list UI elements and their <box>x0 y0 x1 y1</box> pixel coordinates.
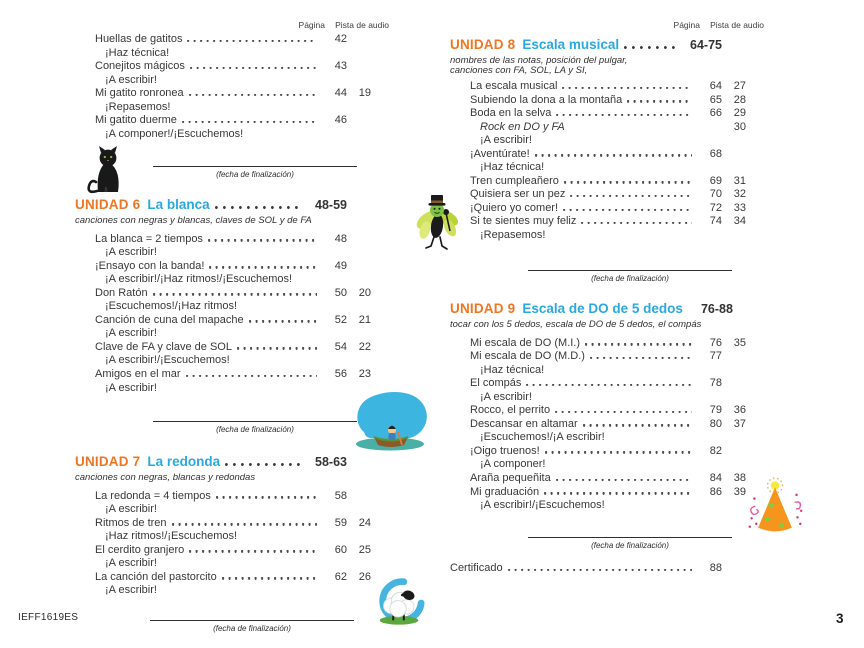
toc-entry-row <box>75 260 371 274</box>
entry-title: ¡A componer! <box>480 458 546 471</box>
entry-title: ¡A escribir! <box>105 503 157 516</box>
dot-leader <box>249 320 317 322</box>
entry-title: ¡Aventúrate! <box>470 147 530 160</box>
page-number: 65 <box>709 93 722 106</box>
dot-leader <box>215 206 302 209</box>
entry-title: ¡Oigo truenos! <box>470 444 540 457</box>
entry-title: Subiendo la dona a la montaña <box>470 93 623 106</box>
certificado-section <box>450 562 746 576</box>
entry-title: Quisiera ser un pez <box>470 188 566 201</box>
dot-leader <box>225 463 302 466</box>
audio-track-number: 20 <box>358 286 371 299</box>
entry-title: Rock en DO y FA <box>480 120 565 133</box>
entry-title: Clave de FA y clave de SOL <box>95 340 232 353</box>
toc-entry-row <box>75 517 371 531</box>
cat-illustration <box>84 146 128 196</box>
audio-track-number: 25 <box>358 543 371 556</box>
pagina-column-header: Página <box>298 20 325 30</box>
dot-leader <box>563 209 692 211</box>
entry-title: La blanca = 2 tiempos <box>95 232 203 245</box>
toc-activity-row <box>75 530 371 544</box>
dot-leader <box>187 40 317 42</box>
entry-title: Rocco, el perrito <box>470 404 551 417</box>
toc-entry-row <box>450 148 746 162</box>
audio-track-number: 28 <box>733 93 746 106</box>
dot-leader <box>556 479 692 481</box>
toc-activity-row <box>450 134 746 148</box>
audio-track-number: 31 <box>733 174 746 187</box>
entry-title: Amigos en el mar <box>95 367 181 380</box>
entry-title: El cerdito granjero <box>95 543 185 556</box>
dot-leader <box>208 239 317 241</box>
entry-title: Conejitos mágicos <box>95 60 185 73</box>
entry-title: Don Ratón <box>95 286 148 299</box>
page-number: 54 <box>334 340 347 353</box>
unit-title: La redonda <box>147 454 221 469</box>
dot-leader <box>237 347 317 349</box>
unit-9-heading <box>450 300 746 318</box>
entry-title: ¡A escribir! <box>105 584 157 597</box>
unit-page-range: 58-63 <box>315 455 347 469</box>
page-number: 48 <box>334 232 347 245</box>
completion-date-line: (fecha de finalización) <box>153 166 357 179</box>
entry-title: ¡Haz ritmos!/¡Escuchemos! <box>105 530 238 543</box>
dot-leader <box>186 375 317 377</box>
toc-entry-row <box>450 80 746 94</box>
entry-title: Mi graduación <box>470 485 540 498</box>
dot-leader <box>153 293 317 295</box>
dot-leader <box>182 121 317 123</box>
cricket-illustration <box>414 190 462 256</box>
audio-track-number: 39 <box>733 485 746 498</box>
audio-track-number: 23 <box>358 367 371 380</box>
dot-leader <box>222 577 317 579</box>
page-number: 62 <box>334 570 347 583</box>
entry-title: Descansar en altamar <box>470 417 578 430</box>
page-number: 52 <box>334 313 347 326</box>
dot-leader <box>590 357 692 359</box>
entry-title: Certificado <box>450 562 503 574</box>
entry-title: ¡A escribir! <box>105 381 157 394</box>
toc-activity-row <box>75 584 371 598</box>
page-number: 58 <box>334 489 347 502</box>
entry-title: ¡Escuchemos!/¡A escribir! <box>480 431 605 444</box>
audio-track-number: 29 <box>733 107 746 120</box>
toc-entry-row <box>75 571 371 585</box>
entry-title: Mi escala de DO (M.I.) <box>470 336 581 349</box>
toc-entry-row <box>450 404 746 418</box>
page-number: 49 <box>334 259 347 272</box>
catalog-code: IEFF1619ES <box>18 612 79 623</box>
entry-title: Huellas de gatitos <box>95 33 183 45</box>
dot-leader <box>570 195 692 197</box>
toc-entry-row <box>75 341 371 355</box>
audio-track-number: 22 <box>358 340 371 353</box>
unit-6-heading <box>75 196 371 214</box>
unit-6-section <box>75 196 371 395</box>
toc-entry-row <box>75 33 371 47</box>
dot-leader <box>555 411 692 413</box>
dot-leader <box>535 154 692 156</box>
entry-title: ¡A escribir! <box>105 327 157 340</box>
toc-activity-row <box>75 246 371 260</box>
entry-title: ¡Haz técnica! <box>105 46 170 59</box>
page-number: 60 <box>334 543 347 556</box>
page-number: 86 <box>709 485 722 498</box>
toc-activity-row <box>75 74 371 88</box>
entry-title: Ritmos de tren <box>95 516 167 529</box>
toc-entry-certificado <box>450 562 746 576</box>
entry-title: Boda en la selva <box>470 107 552 120</box>
toc-entry-row <box>75 233 371 247</box>
entry-title: ¡A componer!/¡Escuchemos! <box>105 127 244 140</box>
dot-leader <box>545 451 692 453</box>
left-column-header <box>75 20 389 32</box>
page-number: 59 <box>334 516 347 529</box>
toc-entry-row <box>450 202 746 216</box>
audio-track-number: 36 <box>733 404 746 417</box>
toc-entry-row <box>450 486 746 500</box>
entry-title: ¡Haz técnica! <box>480 161 545 174</box>
toc-entry-row <box>75 60 371 74</box>
audio-track-number: 27 <box>733 80 746 92</box>
party-hat-illustration <box>746 476 804 540</box>
audio-track-number: 30 <box>733 120 746 133</box>
entry-title: ¡Haz técnica! <box>480 363 545 376</box>
dot-leader <box>624 46 677 49</box>
page-number: 42 <box>334 33 347 45</box>
toc-activity-row <box>450 391 746 405</box>
entry-title: ¡A escribir! <box>105 73 157 86</box>
dot-leader <box>570 127 692 129</box>
entry-title: La redonda = 4 tiempos <box>95 489 211 502</box>
signature-rule <box>150 620 354 621</box>
unit-page-range: 64-75 <box>690 38 722 52</box>
page-number: 76 <box>709 336 722 349</box>
unit-7-heading <box>75 453 371 471</box>
page-number: 46 <box>334 114 347 127</box>
right-column-header <box>450 20 764 32</box>
entry-title: La canción del pastorcito <box>95 570 217 583</box>
unit-subtitle: canciones con negras y blancas, claves de SOL y de FA <box>75 215 312 226</box>
page-number: 50 <box>334 286 347 299</box>
dot-leader <box>526 384 692 386</box>
completion-date-line: (fecha de finalización) <box>528 537 732 550</box>
toc-entry-row <box>75 314 371 328</box>
page-number: 77 <box>709 350 722 363</box>
dot-leader <box>544 492 692 494</box>
pagina-column-header: Página <box>673 20 700 30</box>
audio-track-number: 32 <box>733 188 746 201</box>
page-number: 43 <box>334 60 347 73</box>
toc-entry-row <box>75 114 371 128</box>
page-number: 72 <box>709 201 722 214</box>
signature-rule <box>153 421 357 422</box>
toc-entry-row <box>75 544 371 558</box>
page-number: 88 <box>709 562 722 574</box>
toc-entry-row <box>450 472 746 486</box>
unit-7-section <box>75 453 371 598</box>
entry-title: ¡A escribir! <box>480 390 532 403</box>
unit-number: UNIDAD 6 <box>75 197 141 212</box>
dot-leader <box>189 550 317 552</box>
entry-title: ¡A escribir! <box>105 557 157 570</box>
audio-track-number: 24 <box>358 516 371 529</box>
unit-title: Escala de DO de 5 dedos <box>522 301 683 316</box>
dot-leader <box>216 496 317 498</box>
entry-title: La escala musical <box>470 80 558 92</box>
toc-entry-row <box>450 94 746 108</box>
toc-entry-row <box>75 87 371 101</box>
unit-subtitle: tocar con los 5 dedos, escala de DO de 5 dedos, el compás <box>450 319 702 330</box>
entry-title: ¡Escuchemos!/¡Haz ritmos! <box>105 300 238 313</box>
sheep-illustration <box>372 576 426 628</box>
unit-number: UNIDAD 9 <box>450 301 516 316</box>
dot-leader <box>190 67 317 69</box>
toc-entry-row <box>450 337 746 351</box>
toc-entry-row <box>75 368 371 382</box>
dot-leader <box>585 343 692 345</box>
page-number: 82 <box>709 444 722 457</box>
page-number: 44 <box>334 87 347 100</box>
page-number: 78 <box>709 377 722 390</box>
intro-entries-section <box>75 33 371 141</box>
dot-leader <box>172 523 317 525</box>
audio-track-number: 37 <box>733 417 746 430</box>
entry-title: Canción de cuna del mapache <box>95 313 244 326</box>
entry-title: ¡A escribir! <box>105 246 157 259</box>
entry-title: Mi escala de DO (M.D.) <box>470 350 585 363</box>
toc-entry-row <box>75 287 371 301</box>
toc-activity-row <box>75 273 371 287</box>
page-number: 79 <box>709 404 722 417</box>
dot-leader <box>581 222 692 224</box>
toc-entry-row <box>450 107 746 121</box>
dot-leader <box>189 94 317 96</box>
completion-date-line: (fecha de finalización) <box>528 270 732 283</box>
unit-title: Escala musical <box>522 37 620 52</box>
audio-track-number: 38 <box>733 471 746 484</box>
toc-activity-row <box>450 499 746 513</box>
entry-title: Araña pequeñita <box>470 471 551 484</box>
unit-subtitle: canciones con negras, blancas y redondas <box>75 472 256 483</box>
dot-leader <box>627 100 692 102</box>
unit-number: UNIDAD 7 <box>75 454 141 469</box>
dot-leader <box>583 424 692 426</box>
unit-number: UNIDAD 8 <box>450 37 516 52</box>
page-number: 74 <box>709 215 722 228</box>
audio-track-number: 21 <box>358 313 371 326</box>
toc-activity-row <box>75 101 371 115</box>
toc-entry-row <box>450 188 746 202</box>
entry-title: ¡A escribir!/¡Escuchemos! <box>480 499 605 512</box>
toc-entry-row <box>450 445 746 459</box>
toc-activity-row <box>75 300 371 314</box>
page-number: 84 <box>709 471 722 484</box>
toc-entry-row <box>450 175 746 189</box>
entry-title: ¡Ensayo con la banda! <box>95 259 205 272</box>
toc-activity-row <box>75 354 371 368</box>
entry-title: ¡Repasemos! <box>480 229 546 242</box>
folio-page-number: 3 <box>836 611 844 626</box>
entry-title: ¡A escribir! <box>480 134 532 147</box>
toc-activity-row <box>75 382 371 396</box>
audio-track-number: 26 <box>358 570 371 583</box>
audio-track-number: 19 <box>358 87 371 100</box>
toc-entry-row <box>450 418 746 432</box>
entry-title: Si te sientes muy feliz <box>470 215 577 228</box>
toc-entry-row <box>450 215 746 229</box>
pista-de-audio-column-header: Pista de audio <box>710 20 764 30</box>
entry-title: ¡Repasemos! <box>105 100 171 113</box>
toc-activity-row <box>450 364 746 378</box>
page-number: 68 <box>709 147 722 160</box>
page-number: 66 <box>709 107 722 120</box>
entry-title: El compás <box>470 377 522 390</box>
page-number: 64 <box>709 80 722 92</box>
entry-title: ¡A escribir!/¡Haz ritmos!/¡Escuchemos! <box>105 273 293 286</box>
toc-activity-row <box>75 557 371 571</box>
signature-rule <box>153 166 357 167</box>
page-number: 56 <box>334 367 347 380</box>
entry-title: ¡Quiero yo comer! <box>470 201 559 214</box>
whale-illustration <box>352 388 430 452</box>
signature-rule <box>528 270 732 271</box>
signature-rule <box>528 537 732 538</box>
unit-9-section <box>450 300 746 513</box>
dot-leader <box>564 181 692 183</box>
unit-page-range: 48-59 <box>315 198 347 212</box>
unit-title: La blanca <box>147 197 210 212</box>
unit-page-range: 76-88 <box>700 302 733 316</box>
audio-track-number: 33 <box>733 201 746 214</box>
unit-subtitle: canciones con FA, SOL, LA y SI, <box>450 65 588 76</box>
dot-leader <box>209 266 317 268</box>
completion-date-line: (fecha de finalización) <box>150 620 354 633</box>
dot-leader <box>556 114 692 116</box>
toc-entry-row <box>75 490 371 504</box>
audio-track-number: 34 <box>733 215 746 228</box>
toc-activity-row <box>450 229 746 243</box>
page-number: 70 <box>709 188 722 201</box>
page-number: 69 <box>709 174 722 187</box>
completion-date-line: (fecha de finalización) <box>153 421 357 434</box>
page-number: 80 <box>709 417 722 430</box>
toc-activity-row <box>450 458 746 472</box>
unit-subtitle: nombres de las notas, posición del pulgar, <box>450 55 628 66</box>
dot-leader <box>508 569 692 571</box>
entry-title: ¡A escribir!/¡Escuchemos! <box>105 354 230 367</box>
toc-activity-row <box>75 128 371 142</box>
audio-track-number: 35 <box>733 336 746 349</box>
toc-entry-row <box>450 350 746 364</box>
pista-de-audio-column-header: Pista de audio <box>335 20 389 30</box>
toc-activity-row <box>75 327 371 341</box>
entry-title: Tren cumpleañero <box>470 174 559 187</box>
toc-entry-row <box>450 377 746 391</box>
unit-8-heading <box>450 36 746 54</box>
unit-8-section <box>450 36 746 243</box>
entry-title: Mi gatito ronronea <box>95 87 184 100</box>
dot-leader <box>562 87 692 89</box>
toc-activity-row <box>450 431 746 445</box>
entry-title: Mi gatito duerme <box>95 114 177 127</box>
toc-activity-row <box>75 47 371 61</box>
toc-activity-row <box>450 121 746 135</box>
toc-activity-row <box>75 503 371 517</box>
toc-activity-row <box>450 161 746 175</box>
